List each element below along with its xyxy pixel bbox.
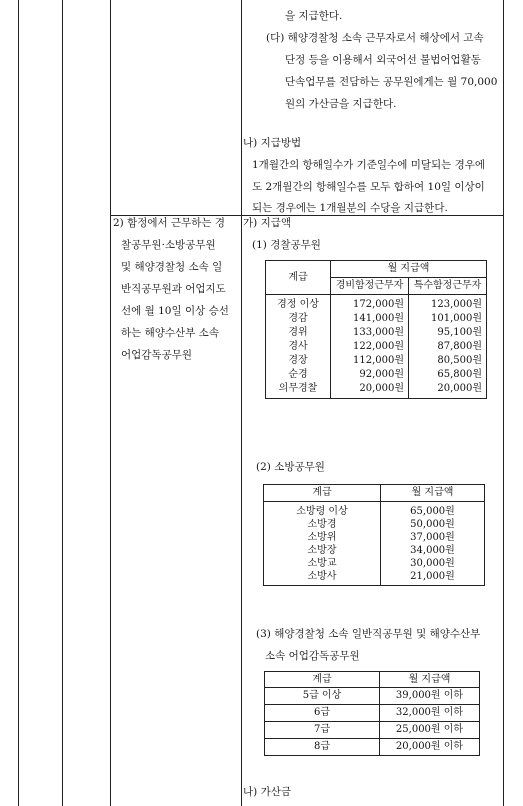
- intro-da-2: 단정 등을 이용해서 외국어선 불법어업활동: [285, 54, 481, 66]
- surcharge-heading: 나) 가산금: [243, 786, 292, 798]
- table-row: 경사 122,000원 87,800원: [266, 340, 487, 354]
- col-rule-3: [110, 0, 111, 806]
- table-row: 7급 25,000원 이하: [265, 722, 480, 739]
- item2-line-2: 찰공무원·소방공무원: [121, 239, 216, 251]
- table-row: 5급 이상 39,000원 이하: [265, 688, 480, 705]
- fire-col-month: 월 지급액: [381, 485, 485, 502]
- coast-table: [264, 671, 480, 756]
- payment-method-line-3: 되는 경우에는 1개월분의 수당을 지급한다.: [252, 202, 448, 214]
- coast-col-grade: 계급: [265, 672, 380, 688]
- police-table: [265, 260, 487, 399]
- table-row: 소방장 34,000원: [264, 544, 485, 557]
- item2-line-6: 하는 해양수산부 소속: [121, 327, 219, 339]
- fire-table: [263, 484, 485, 586]
- col-rule-1: [18, 0, 19, 806]
- col-rule-2: [62, 0, 63, 806]
- police-col-a: 경비함정근무자: [331, 278, 409, 295]
- coast-heading-1: (3) 해양경찰청 소속 일반직공무원 및 해양수산부: [256, 628, 481, 640]
- item2-line-5: 선에 월 10일 이상 승선: [121, 305, 229, 317]
- table-row: 소방경 50,000원: [264, 518, 485, 531]
- table-row: 경장 112,000원 80,500원: [266, 354, 487, 368]
- col-rule-4: [241, 0, 242, 806]
- table-row: 경정 이상 172,000원 123,000원: [266, 295, 487, 313]
- table-row: 소방사 21,000원: [264, 570, 485, 586]
- table-row: 소방교 30,000원: [264, 557, 485, 570]
- fire-heading: (2) 소방공무원: [256, 461, 325, 473]
- table-row: 소방령 이상 65,000원: [264, 502, 485, 519]
- intro-da-3: 단속업무를 전담하는 공무원에게는 월 70,000: [285, 76, 498, 88]
- table-row: 경위 133,000원 95,100원: [266, 326, 487, 340]
- coast-heading-2: 소속 어업감독공무원: [265, 650, 360, 662]
- payment-method-line-1: 1개월간의 항해일수가 기준일수에 미달되는 경우에: [252, 159, 486, 171]
- item2-line-4: 반직공무원과 어업지도: [121, 283, 226, 295]
- col-rule-5: [503, 0, 504, 806]
- row-rule-item2: [110, 215, 503, 216]
- coast-col-month: 월 지급액: [380, 672, 480, 688]
- item2-line-3: 및 해양경찰청 소속 일: [121, 261, 223, 273]
- police-col-b: 특수함정근무자: [409, 278, 487, 295]
- table-row: 6급 32,000원 이하: [265, 705, 480, 722]
- police-heading: (1) 경찰공무원: [252, 239, 321, 251]
- payment-method-heading: 나) 지급방법: [243, 137, 302, 149]
- payment-method-line-2: 도 2개월간의 항해일수를 모두 합하여 10일 이상이: [252, 181, 485, 193]
- fire-col-grade: 계급: [264, 485, 381, 502]
- police-col-grade: 계급: [266, 261, 331, 295]
- intro-da-4: 원의 가산금을 지급한다.: [285, 98, 397, 110]
- item2-line-7: 어업감독공무원: [121, 349, 193, 361]
- police-col-month: 월 지급액: [331, 261, 487, 278]
- table-row: 경감 141,000원 101,000원: [266, 312, 487, 326]
- table-row: 8급 20,000원 이하: [265, 739, 480, 756]
- item2-line-1: 2) 함정에서 근무하는 경: [113, 217, 226, 229]
- table-row: 소방위 37,000원: [264, 531, 485, 544]
- amount-heading: 가) 지급액: [243, 217, 292, 229]
- table-row: 의무경찰 20,000원 20,000원: [266, 382, 487, 399]
- intro-da-1: (다) 해양경찰청 소속 근무자로서 해상에서 고속: [266, 32, 484, 44]
- intro-line0: 을 지급한다.: [285, 10, 343, 22]
- table-row: 순경 92,000원 65,800원: [266, 368, 487, 382]
